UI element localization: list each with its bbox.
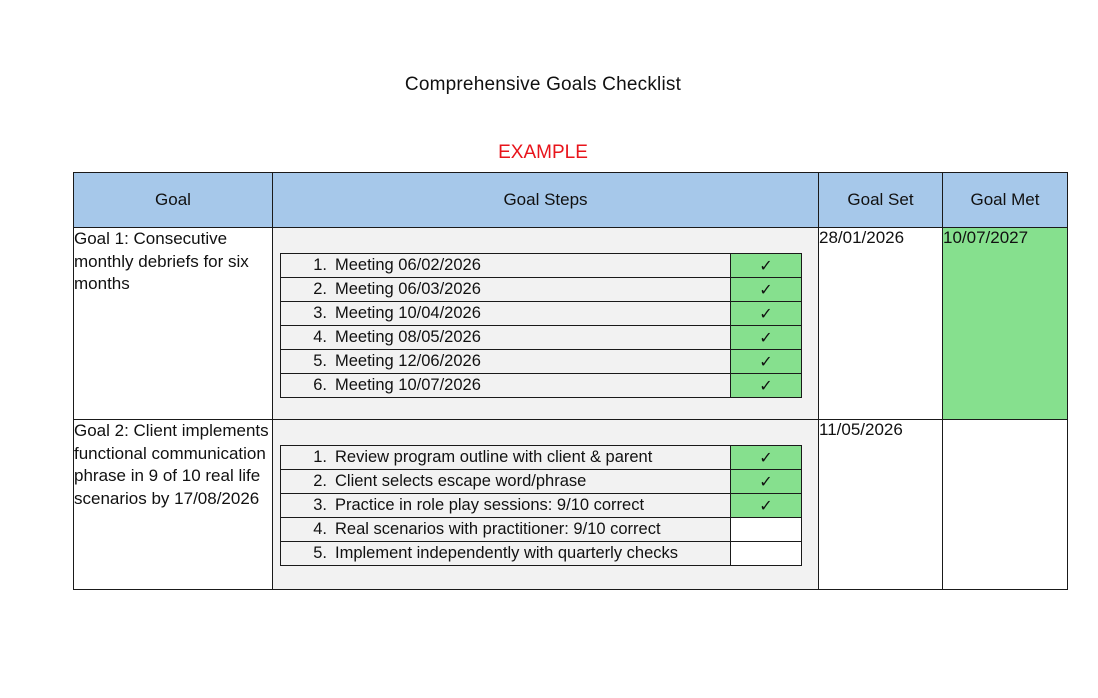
step-text: Meeting 06/03/2026 — [335, 278, 731, 302]
empty-check-cell — [731, 518, 802, 542]
page-title: Comprehensive Goals Checklist — [404, 74, 682, 95]
header-goal-steps: Goal Steps — [273, 173, 819, 228]
step-text: Implement independently with quarterly checks — [335, 542, 731, 566]
step-text: Meeting 08/05/2026 — [335, 326, 731, 350]
header-goal: Goal — [74, 173, 273, 228]
checkmark-icon: ✓ — [731, 278, 802, 302]
step-text: Real scenarios with practitioner: 9/10 correct — [335, 518, 731, 542]
steps-table — [280, 253, 802, 398]
goal-row — [74, 228, 1068, 420]
step-row — [281, 470, 802, 494]
step-text: Meeting 10/07/2026 — [335, 374, 731, 398]
checkmark-icon: ✓ — [731, 302, 802, 326]
empty-check-cell — [731, 542, 802, 566]
step-row — [281, 326, 802, 350]
goal-row — [74, 420, 1068, 590]
step-number: 2. — [281, 278, 336, 302]
goal-description: Goal 2: Client implements functional communication phrase in 9 of 10 real life scenarios by 17/08/2026 — [74, 420, 273, 590]
step-number: 1. — [281, 446, 336, 470]
checkmark-icon: ✓ — [731, 326, 802, 350]
step-text: Meeting 06/02/2026 — [335, 254, 731, 278]
step-row — [281, 542, 802, 566]
goal-steps-cell — [273, 420, 819, 590]
step-number: 6. — [281, 374, 336, 398]
goal-steps-cell — [273, 228, 819, 420]
steps-list — [281, 254, 802, 398]
step-number: 1. — [281, 254, 336, 278]
step-text: Practice in role play sessions: 9/10 correct — [335, 494, 731, 518]
step-number: 5. — [281, 350, 336, 374]
header-goal-met: Goal Met — [943, 173, 1068, 228]
goal-met-date: 10/07/2027 — [943, 228, 1068, 420]
step-text: Review program outline with client & parent — [335, 446, 731, 470]
goal-set-date: 11/05/2026 — [819, 420, 943, 590]
step-number: 2. — [281, 470, 336, 494]
step-number: 3. — [281, 302, 336, 326]
step-text: Client selects escape word/phrase — [335, 470, 731, 494]
step-row — [281, 518, 802, 542]
step-number: 5. — [281, 542, 336, 566]
step-number: 4. — [281, 518, 336, 542]
goal-met-date — [943, 420, 1068, 590]
step-row — [281, 302, 802, 326]
step-number: 3. — [281, 494, 336, 518]
checkmark-icon: ✓ — [731, 254, 802, 278]
goal-set-date: 28/01/2026 — [819, 228, 943, 420]
goal-description: Goal 1: Consecutive monthly debriefs for six months — [74, 228, 273, 420]
step-number: 4. — [281, 326, 336, 350]
header-goal-set: Goal Set — [819, 173, 943, 228]
step-row — [281, 254, 802, 278]
example-label: EXAMPLE — [498, 142, 588, 163]
step-text: Meeting 10/04/2026 — [335, 302, 731, 326]
steps-table — [280, 445, 802, 566]
checkmark-icon: ✓ — [731, 446, 802, 470]
checkmark-icon: ✓ — [731, 470, 802, 494]
step-row — [281, 350, 802, 374]
step-row — [281, 446, 802, 470]
step-row — [281, 494, 802, 518]
header-row — [74, 173, 1068, 228]
goals-table — [73, 172, 1068, 590]
checkmark-icon: ✓ — [731, 494, 802, 518]
step-text: Meeting 12/06/2026 — [335, 350, 731, 374]
steps-list — [281, 446, 802, 566]
checkmark-icon: ✓ — [731, 374, 802, 398]
checkmark-icon: ✓ — [731, 350, 802, 374]
step-row — [281, 374, 802, 398]
step-row — [281, 278, 802, 302]
